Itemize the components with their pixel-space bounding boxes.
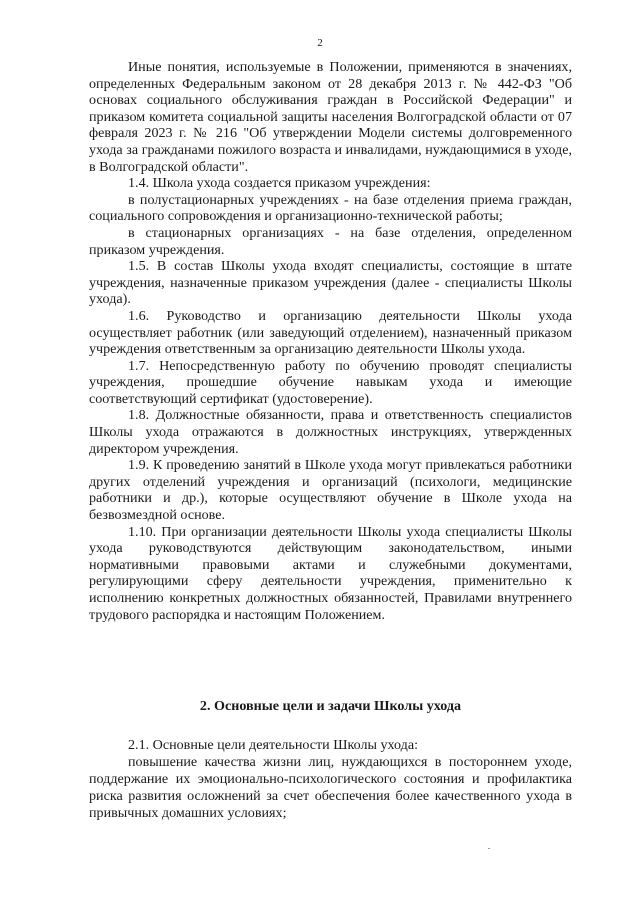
paragraph-2-1: 2.1. Основные цели деятельности Школы ухода: bbox=[128, 737, 419, 753]
paragraph-1-6: 1.6. Руководство и организацию деятельности Школы ухода осуществляет работник (или заведующий отделением), назначенный приказом учреждения ответственным за организацию деятельности Школы ухода. bbox=[89, 307, 572, 358]
paragraph-1-7: 1.7. Непосредственную работу по обучению проводят специалисты учреждения, прошедшие обучение навыкам ухода и имеющие соответствующий сертификат (удостоверение). bbox=[89, 357, 572, 407]
paragraph-1-4: 1.4. Школа ухода создается приказом учреждения: bbox=[128, 175, 431, 192]
paragraph-definitions: Иные понятия, используемые в Положении, применяются в значениях, определенных Федеральным законом от 28 декабря 2013 г. № 442-ФЗ "Об основах социального обслуживания граждан в Российской Федерации" и приказом комитета социальной защиты населения Волгоградской области от 07 февраля 2023 г. № 216 "Об утверждении Модели системы долговременного ухода за гражданами пожилого возраста и инвалидами, нуждающимися в уходе, в Волгоградской области". bbox=[89, 59, 572, 175]
section-1-continuation bbox=[89, 59, 572, 623]
paragraph-1-5: 1.5. В состав Школы ухода входят специалисты, состоящие в штате учреждения, назначенные приказом учреждения (далее - специалисты Школы ухода). bbox=[89, 258, 572, 308]
paragraph-1-10: 1.10. При организации деятельности Школы ухода специалисты Школы ухода руководствуются действующим законодательством, иными нормативными правовыми актами и служебными документами, регулирующими сферу деятельности учреждения, применительно к исполнению конкретных должностных обязанностей, Правилами внутреннего трудового распорядка и настоящим Положением. bbox=[89, 523, 572, 623]
section-2-heading: 2. Основные цели и задачи Школы ухода bbox=[199, 698, 462, 714]
paragraph-stationary: в стационарных организациях - на базе отделения, определенном приказом учреждения. bbox=[89, 224, 572, 258]
paragraph-2-1-goal: повышение качества жизни лиц, нуждающихся в постороннем уходе, поддержание их эмоционально-психологического состояния и профилактика риска развития осложнений за счет обеспечения более качественного ухода в привычных домашних условиях; bbox=[89, 754, 572, 821]
page-number: 2 bbox=[317, 37, 323, 49]
section-2-body bbox=[89, 737, 572, 822]
paragraph-semi-stationary: в полустационарных учреждениях - на базе отделения приема граждан, социального сопровождения и организационно-технической работы; bbox=[89, 191, 572, 225]
scan-artifact bbox=[488, 848, 490, 849]
paragraph-1-8: 1.8. Должностные обязанности, права и ответственность специалистов Школы ухода отражаются в должностных инструкциях, утвержденных директором учреждения. bbox=[89, 407, 572, 457]
paragraph-1-9: 1.9. К проведению занятий в Школе ухода могут привлекаться работники других отделений учреждения и организаций (психологи, медицинские работники и др.), которые осуществляют обучение в Школе ухода на безвозмездной основе. bbox=[89, 457, 572, 524]
